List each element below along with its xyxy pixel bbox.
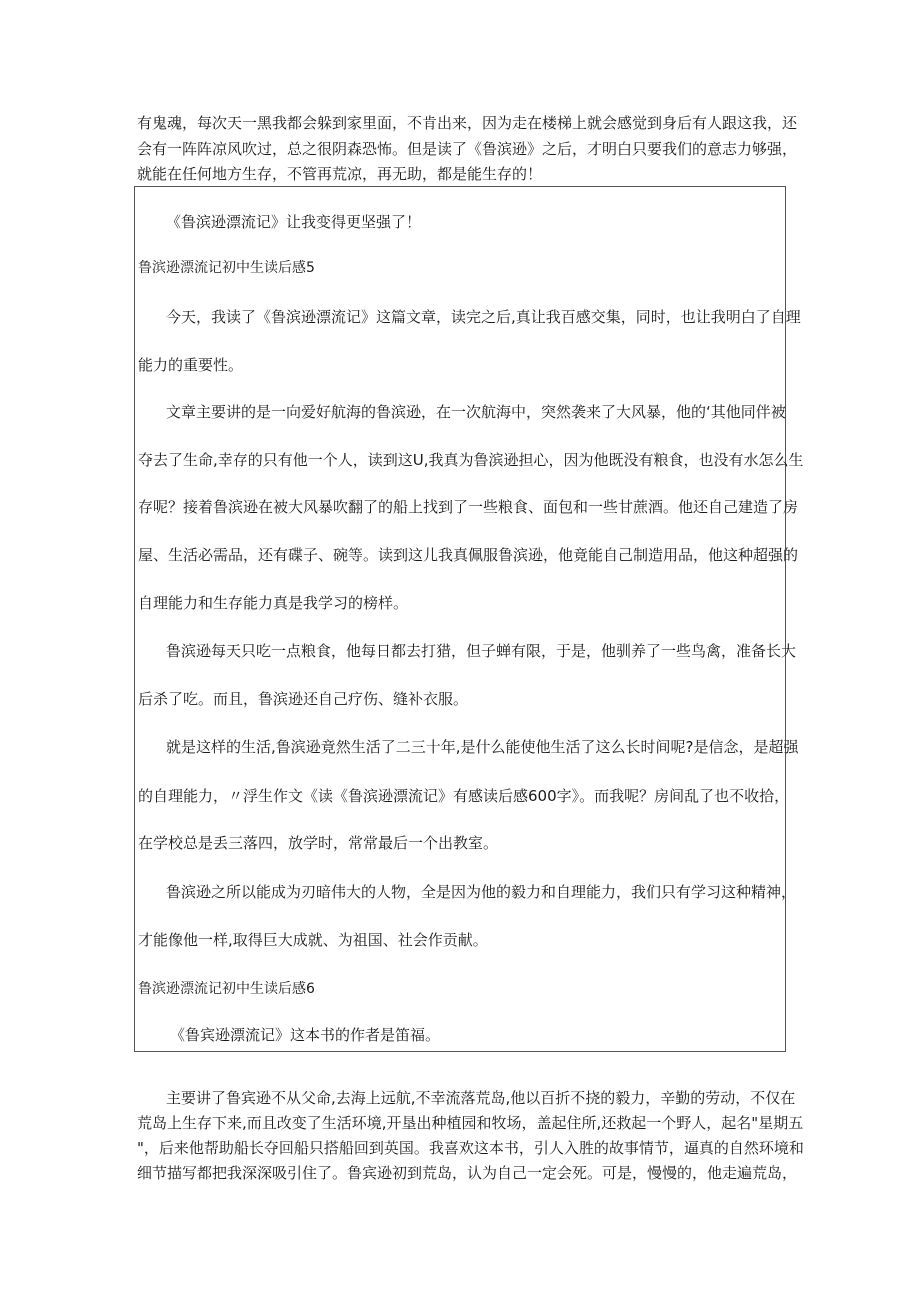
bottom-paragraph-line-2: 荒岛上生存下来,而且改变了生活环境,开垦出种植园和牧场，盖起住所,还救起一个野人，起名"星期五 <box>137 1114 804 1132</box>
p2-line-5: 自理能力和生存能力真是我学习的榜样。 <box>138 594 409 612</box>
top-paragraph-line-1: 有鬼魂，每次天一黑我都会躲到家里面，不肯出来，因为走在楼梯上就会感觉到身后有人跟这我，还 <box>137 114 798 132</box>
top-paragraph-line-3: 就能在任何地方生存，不管再荒凉，再无助，都是能生存的！ <box>137 165 543 183</box>
p5-line-2: 才能像他一样,取得巨大成就、为祖国、社会作贡献。 <box>138 931 488 949</box>
p3-line-2: 后杀了吃。而且，鲁滨逊还自己疗伤、缝补衣服。 <box>138 690 469 708</box>
p2-line-3: 存呢？接着鲁滨逊在被大风暴吹翻了的船上找到了一些粮食、面包和一些甘蔗酒。他还自己建造了房 <box>138 498 799 516</box>
p5-line-1: 鲁滨逊之所以能成为刃暗伟大的人物，全是因为他的毅力和自理能力，我们只有学习这种精神， <box>166 883 797 901</box>
p1-line-1: 今天，我读了《鲁滨逊漂流记》这篇文章，读完之后,真让我百感交集，同时，也让我明白了自理 <box>166 308 801 326</box>
box-line-statement: 《鲁滨逊漂流记》让我变得更坚强了！ <box>166 213 422 231</box>
bottom-paragraph-line-1: 主要讲了鲁宾逊不从父命,去海上远航,不幸流落荒岛,他以百折不挠的毅力，辛勤的劳动，不仅在 <box>166 1089 796 1107</box>
p4-line-2: 的自理能力，〃浮生作文《读《鲁滨逊漂流记》有感读后感600字》。而我呢？房间乱了也不收拾， <box>138 787 790 805</box>
section-heading-6: 鲁滨逊漂流记初中生读后感6 <box>138 981 315 997</box>
p2-line-1: 文章主要讲的是一向爱好航海的鲁滨逊，在一次航海中，突然袭来了大风暴，他的‘其他同伴被 <box>166 403 786 421</box>
p4-line-1: 就是这样的生活,鲁滨逊竟然生活了二三十年,是什么能使他生活了这么长时间呢?是信念，是超强 <box>166 738 799 756</box>
section-heading-5: 鲁滨逊漂流记初中生读后感5 <box>138 260 315 276</box>
bottom-paragraph-line-4: 细节描写都把我深深吸引住了。鲁宾逊初到荒岛，认为自己一定会死。可是，慢慢的，他走遍荒岛， <box>137 1164 798 1182</box>
p4-line-3: 在学校总是丢三落四，放学时，常常最后一个出教室。 <box>138 834 499 852</box>
top-paragraph-line-2: 会有一阵阵凉风吹过，总之很阴森恐怖。但是读了《鲁滨逊》之后，才明白只要我们的意志力够强， <box>137 140 798 158</box>
bottom-paragraph-line-3: "，后来他帮助船长夺回船只搭船回到英国。我喜欢这本书，引人入胜的故事情节，逼真的自然环境和 <box>137 1139 804 1157</box>
box-line-author: 《鲁宾逊漂流记》这本书的作者是笛福。 <box>170 1026 441 1044</box>
p2-line-4: 屋、生活必需品，还有碟子、碗等。读到这儿我真佩服鲁滨逊，他竟能自己制造用品，他这种超强的 <box>138 546 799 564</box>
p2-line-2: 夺去了生命,幸存的只有他一个人，读到这U,我真为鲁滨逊担心，因为他既没有粮食，也没有水怎么生 <box>138 451 804 469</box>
p1-line-2: 能力的重要性。 <box>138 356 244 374</box>
p3-line-1: 鲁滨逊每天只吃一点粮食，他每日都去打猎，但子蝉有限，于是，他驯养了一些鸟禽，准备长大 <box>166 642 797 660</box>
